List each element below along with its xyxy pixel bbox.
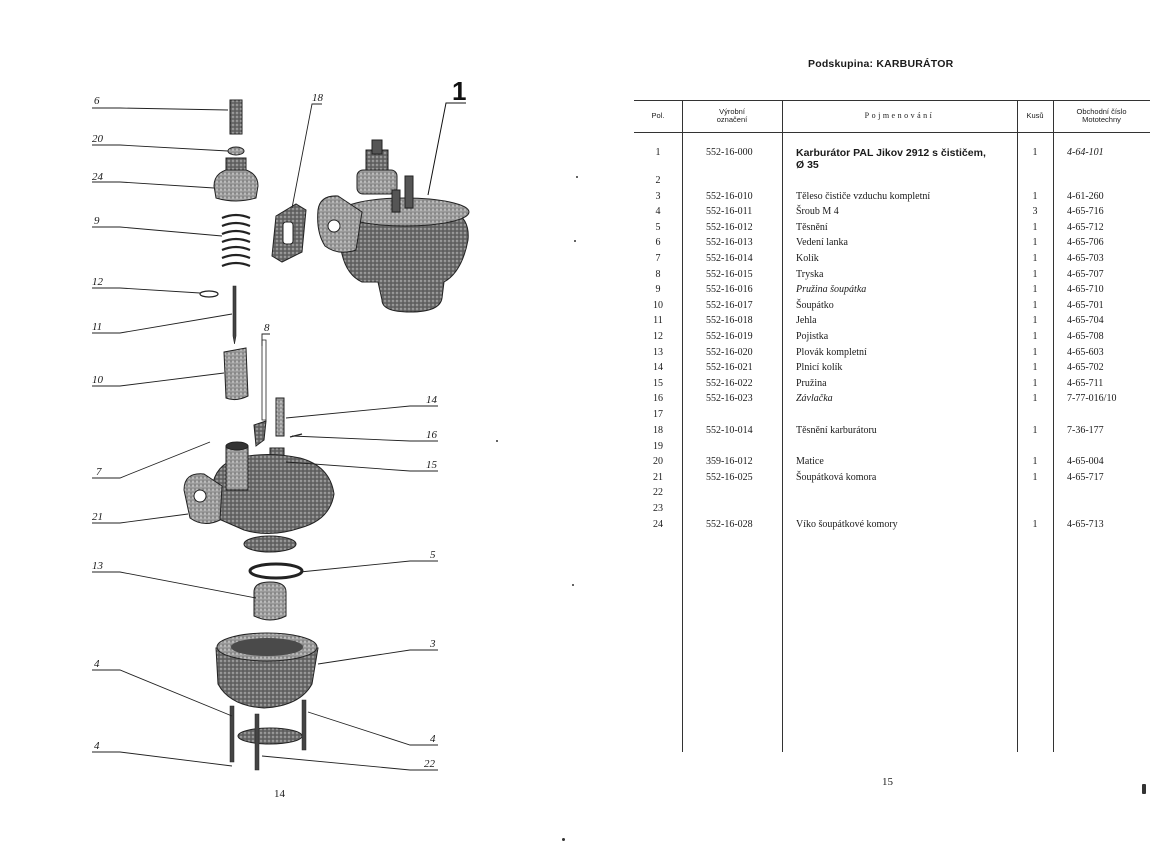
cell-name: Jehla [796,315,817,327]
parts-table [634,100,1150,752]
cell-name: Pružina [796,377,827,389]
svg-text:11: 11 [92,321,103,333]
assembly-number: 1 [452,76,467,106]
cell-code: 552-16-000 [706,147,753,158]
cell-pol: 2 [655,175,661,186]
svg-text:9: 9 [94,215,100,227]
cell-pol: 19 [653,440,663,452]
cell-art: 4-61-260 [1067,190,1104,202]
svg-text:14: 14 [426,394,437,406]
cell-qty: 1 [1032,221,1038,233]
cell-art: 4-64-101 [1067,147,1104,158]
cell-qty: 1 [1032,299,1038,311]
cell-qty: 1 [1032,471,1038,483]
cell-code: 552-16-014 [706,253,753,264]
table-header-rule [634,132,1150,133]
cell-art: 4-65-603 [1067,346,1104,358]
cell-pol: 4 [655,206,661,218]
cell-code: 552-16-025 [706,471,753,483]
cell-art: 4-65-703 [1067,253,1104,264]
scan-speck [1142,784,1146,794]
cell-code: 552-16-028 [706,518,753,530]
column-divider [1053,100,1054,752]
subgroup-title: Podskupina: KARBURÁTOR [808,58,954,70]
cell-art: 4-65-717 [1067,471,1104,483]
cell-code: 552-16-012 [706,221,753,233]
svg-text:5: 5 [430,549,436,561]
cell-code: 552-16-021 [706,362,753,374]
cell-pol: 17 [653,409,663,420]
svg-text:10: 10 [92,374,103,386]
svg-text:22: 22 [424,758,435,770]
cell-code: 552-16-018 [706,315,753,327]
cell-name: Tryska [796,268,824,280]
cell-name: Těleso čističe vzduchu kompletní [796,190,931,202]
cell-qty: 1 [1032,362,1038,374]
cell-qty: 1 [1032,393,1038,405]
cell-art: 4-65-704 [1067,315,1104,327]
cell-name: Těsnění [796,221,828,233]
cell-code: 552-16-017 [706,299,753,311]
cell-art: 4-65-713 [1067,518,1104,530]
svg-text:4: 4 [430,733,436,745]
svg-text:12: 12 [92,276,103,288]
cell-code: 552-16-016 [706,284,753,296]
cell-art: 4-65-702 [1067,362,1104,374]
cell-name: Těsnění karburátoru [796,425,877,436]
cell-qty: 1 [1032,377,1038,389]
cell-pol: 13 [653,346,663,358]
svg-text:4: 4 [94,658,100,670]
svg-text:7: 7 [96,466,102,478]
svg-text:6: 6 [94,95,100,107]
cell-pol: 10 [653,299,663,311]
scan-speck [562,838,565,841]
complete-carburetor-drawing [318,140,469,312]
svg-text:21: 21 [92,511,103,523]
cell-pol: 24 [653,518,663,530]
cell-art: 4-65-716 [1067,206,1104,218]
cell-qty: 1 [1032,315,1038,327]
cell-qty: 1 [1032,253,1038,264]
scan-speck [572,584,574,586]
cell-code: 552-16-020 [706,346,753,358]
svg-text:8: 8 [264,322,270,334]
cell-name-cont: Ø 35 [796,159,819,171]
cell-qty: 1 [1032,284,1038,296]
cell-name: Kolík [796,253,819,264]
col-header-pol: Pol. [651,111,665,120]
cell-code: 552-16-011 [706,206,753,218]
svg-text:4: 4 [94,740,100,752]
cell-pol: 18 [653,425,663,436]
scan-speck [576,176,578,178]
cell-name: Karburátor PAL Jikov 2912 s čističem, [796,147,986,159]
svg-text:20: 20 [92,133,103,145]
cell-name: Závlačka [796,393,833,405]
cell-qty: 1 [1032,147,1038,158]
cell-qty: 3 [1032,206,1038,218]
cell-name: Matice [796,456,824,468]
cell-pol: 3 [655,190,661,202]
col-header-name: Pojmenování [864,111,935,120]
cell-name: Pojistka [796,331,829,342]
cell-art: 4-65-710 [1067,284,1104,296]
cell-qty: 1 [1032,425,1038,436]
cell-art: 4-65-711 [1067,377,1104,389]
cell-pol: 7 [655,253,661,264]
svg-text:16: 16 [426,429,437,441]
cell-name: Šroub M 4 [796,206,839,218]
cell-art: 4-65-708 [1067,331,1104,342]
cell-code: 552-16-015 [706,268,753,280]
svg-text:24: 24 [92,171,103,183]
cell-name: Šoupátko [796,299,834,311]
col-header-code: Výrobní označení [716,107,748,124]
cell-qty: 1 [1032,346,1038,358]
cell-art: 4-65-706 [1067,237,1104,249]
cell-name: Šoupátková komora [796,471,877,483]
right-page-number: 15 [882,776,893,788]
svg-text:13: 13 [92,560,103,572]
cell-art: 4-65-701 [1067,299,1104,311]
cell-code: 552-16-019 [706,331,753,342]
cell-pol: 20 [653,456,663,468]
cell-code: 552-16-013 [706,237,753,249]
col-header-qty: Kusů [1026,111,1044,120]
left-page-number: 14 [274,788,285,800]
cell-pol: 12 [653,331,663,342]
cell-name: Víko šoupátkové komory [796,518,898,530]
cell-pol: 16 [653,393,663,405]
cell-name: Plnicí kolík [796,362,843,374]
column-divider [682,100,683,752]
assembly-leader [428,103,466,195]
cell-qty: 1 [1032,190,1038,202]
parts-stack-drawing [184,100,334,770]
cell-pol: 11 [653,315,663,327]
svg-text:18: 18 [312,92,323,104]
cell-art: 4-65-004 [1067,456,1104,468]
cell-name: Pružina šoupátka [796,284,867,296]
col-header-art: Obchodní číslo Mototechny [1076,107,1127,124]
cell-art: 4-65-707 [1067,268,1104,280]
cell-qty: 1 [1032,331,1038,342]
cell-pol: 22 [653,487,663,499]
svg-text:15: 15 [426,459,437,471]
cell-name: Plovák kompletní [796,346,867,358]
cell-pol: 6 [655,237,661,249]
cell-qty: 1 [1032,237,1038,249]
cell-code: 359-16-012 [706,456,753,468]
cell-qty: 1 [1032,456,1038,468]
cell-qty: 1 [1032,268,1038,280]
cell-code: 552-10-014 [706,425,753,436]
scan-speck [574,240,576,242]
svg-text:3: 3 [430,638,436,650]
cell-pol: 23 [653,503,663,514]
cell-art: 4-65-712 [1067,221,1104,233]
scan-speck [496,440,498,442]
cell-pol: 9 [655,284,661,296]
cell-qty: 1 [1032,518,1038,530]
cell-pol: 8 [655,268,661,280]
cell-pol: 15 [653,377,663,389]
cell-pol: 14 [653,362,663,374]
cell-code: 552-16-023 [706,393,753,405]
cell-art: 7-77-016/10 [1067,393,1117,405]
column-divider [782,100,783,752]
cell-code: 552-16-022 [706,377,753,389]
cell-pol: 21 [653,471,663,483]
cell-name: Vedení lanka [796,237,848,249]
cell-code: 552-16-010 [706,190,753,202]
cell-art: 7-36-177 [1067,425,1104,436]
cell-pol: 1 [655,147,661,158]
cell-pol: 5 [655,221,661,233]
gasket-18-drawing [272,204,306,262]
